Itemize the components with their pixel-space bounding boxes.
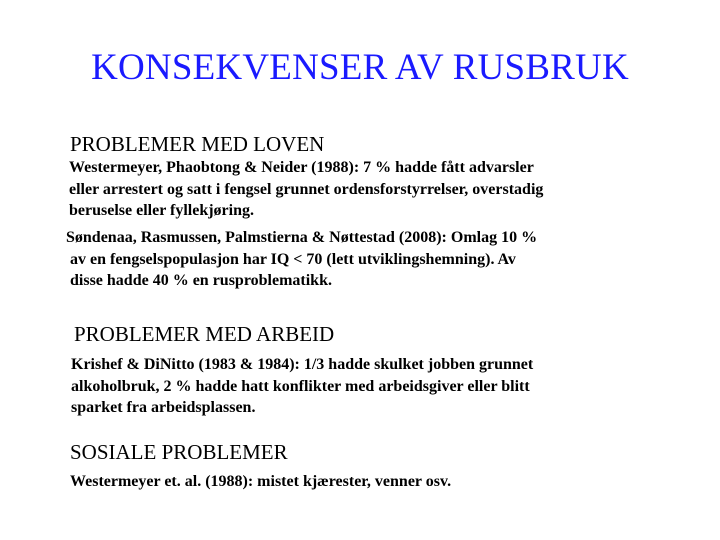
paragraph-westermeyer-social [70, 471, 670, 493]
text-line: Søndenaa, Rasmussen, Palmstierna & Nøttestad (2008): Omlag 10 % [66, 229, 538, 246]
paragraph-westermeyer-law [69, 157, 669, 222]
text-line: av en fengselspopulasjon har IQ < 70 (lett utviklingshemning). Av [70, 250, 516, 268]
text-line: Krishef & DiNitto (1983 & 1984): 1/3 hadde skulket jobben grunnet [71, 356, 534, 373]
paragraph-krishef-work [71, 354, 671, 419]
text-line: beruselse eller fyllekjøring. [69, 202, 254, 219]
text-line: sparket fra arbeidsplassen. [71, 399, 256, 416]
paragraph-sondenaa-law [66, 227, 666, 292]
text-line: disse hadde 40 % en rusproblematikk. [70, 272, 332, 289]
text-line: alkoholbruk, 2 % hadde hatt konflikter med arbeidsgiver eller blitt [71, 377, 530, 395]
section-heading-work: PROBLEMER MED ARBEID [74, 322, 335, 346]
text-line: eller arrestert og satt i fengsel grunnet ordensforstyrrelser, overstadig [69, 180, 544, 198]
section-heading-law: PROBLEMER MED LOVEN [70, 132, 325, 156]
slide-title: KONSEKVENSER AV RUSBRUK [91, 47, 629, 88]
text-line: Westermeyer et. al. (1988): mistet kjærester, venner osv. [70, 473, 452, 490]
section-heading-social: SOSIALE PROBLEMER [70, 440, 288, 464]
text-line: Westermeyer, Phaobtong & Neider (1988): 7 % hadde fått advarsler [69, 159, 534, 176]
